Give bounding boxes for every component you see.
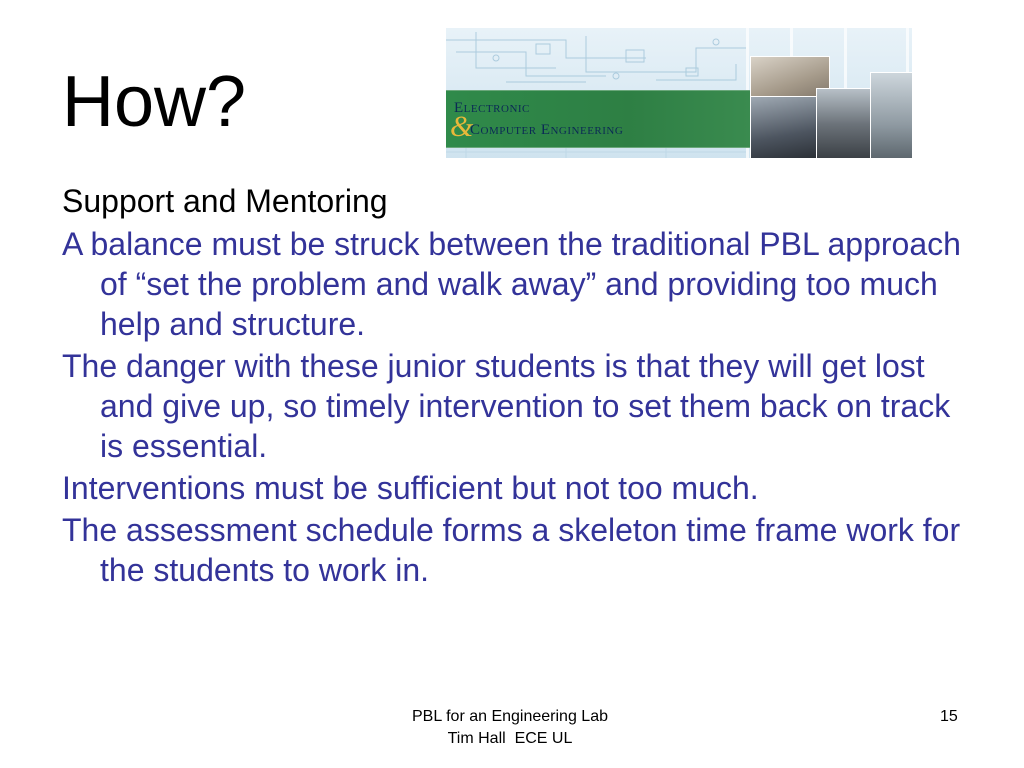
logo-ampersand: & [450,110,474,143]
slide-title: How? [62,62,247,142]
bullet-paragraph: The danger with these junior students is that they will get lost and give up, so timely intervention to set them back on track is essential. [62,348,951,464]
logo-line-computer-engineering: Computer Engineering [470,122,624,138]
slide-footer [380,706,640,750]
logo-line-electronic: Electronic [454,100,530,116]
footer-author: Tim Hall ECE UL [447,730,573,747]
logo-green-band [446,90,750,148]
footer-title: PBL for an Engineering Lab [412,708,608,725]
bullet-paragraph: A balance must be struck between the traditional PBL approach of “set the problem and walk away” and providing too much help and structure. [62,226,961,342]
subheading: Support and Mentoring [62,183,388,219]
bullet-paragraph: Interventions must be sufficient but not too much. [62,470,759,506]
bullet-paragraph: The assessment schedule forms a skeleton time frame work for the students to work in. [62,512,961,588]
department-logo-banner [446,28,912,158]
student-photo [816,88,874,158]
lab-photo [870,72,912,158]
page-number: 15 [940,708,958,725]
student-photo [750,96,820,158]
slide-body [62,180,962,590]
